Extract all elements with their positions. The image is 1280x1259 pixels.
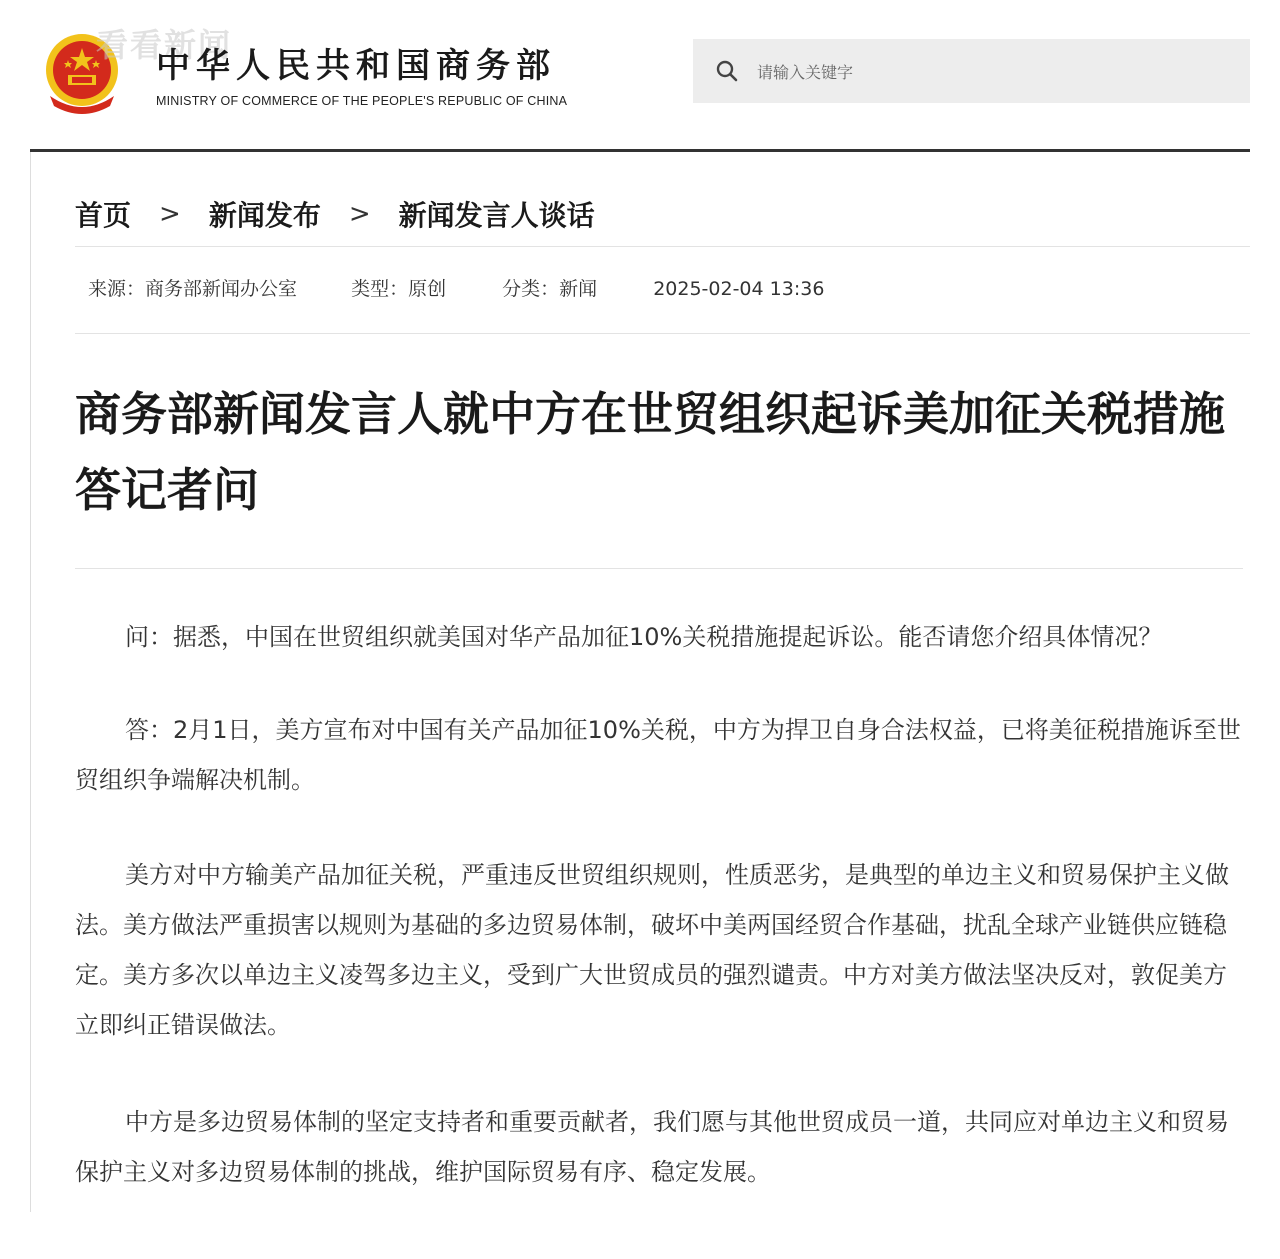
header-divider xyxy=(30,149,1250,152)
breadcrumb-news-release[interactable]: 新闻发布 xyxy=(208,199,321,232)
meta-source: 来源：商务部新闻办公室 xyxy=(88,278,298,300)
article-paragraph: 答：2月1日，美方宣布对中国有关产品加征10%关税，中方为捍卫自身合法权益，已将美征税措施诉至世贸组织争端解决机制。 xyxy=(75,716,1241,794)
content-left-border xyxy=(30,152,31,1212)
breadcrumb-separator: > xyxy=(348,199,371,229)
search-input[interactable] xyxy=(755,53,1219,91)
meta-type: 类型：原创 xyxy=(351,278,447,300)
watermark-logo: 看看新闻 xyxy=(96,26,233,64)
article-paragraph: 中方是多边贸易体制的坚定支持者和重要贡献者，我们愿与其他世贸成员一道，共同应对单边主义和贸易保护主义对多边贸易体制的挑战，维护国际贸易有序、稳定发展。 xyxy=(75,1108,1229,1186)
article-meta xyxy=(88,274,824,301)
meta-category: 分类：新闻 xyxy=(502,278,598,300)
site-header xyxy=(0,0,1280,150)
divider xyxy=(75,568,1243,569)
breadcrumb-separator: > xyxy=(159,199,181,229)
article-paragraph: 问：据悉，中国在世贸组织就美国对华产品加征10%关税措施提起诉讼。能否请您介绍具体情况？ xyxy=(125,623,1163,651)
site-title[interactable]: 中华人民共和国商务部 xyxy=(156,46,556,86)
search-icon[interactable] xyxy=(715,59,739,83)
divider xyxy=(75,333,1250,334)
breadcrumb-spokesperson-remarks[interactable]: 新闻发言人谈话 xyxy=(398,199,595,232)
site-subtitle: MINISTRY OF COMMERCE OF THE PEOPLE'S REPUBLIC OF CHINA xyxy=(156,94,568,108)
article-paragraph: 美方对中方输美产品加征关税，严重违反世贸组织规则，性质恶劣，是典型的单边主义和贸易保护主义做法。美方做法严重损害以规则为基础的多边贸易体制，破坏中美两国经贸合作基础，扰乱全球产业链供应链稳定。美方多次以单边主义凌驾多边主义，受到广大世贸成员的强烈谴责。中方对美方做法坚决反对，敦促美方立即纠正错误做法。 xyxy=(75,861,1229,1039)
article-title: 商务部新闻发言人就中方在世贸组织起诉美加征关税措施答记者问 xyxy=(75,387,1225,517)
search-box xyxy=(693,39,1250,103)
divider xyxy=(75,246,1250,247)
meta-datetime: 2025-02-04 13:36 xyxy=(653,278,825,300)
breadcrumb-home[interactable]: 首页 xyxy=(75,199,132,232)
breadcrumb xyxy=(75,192,595,236)
